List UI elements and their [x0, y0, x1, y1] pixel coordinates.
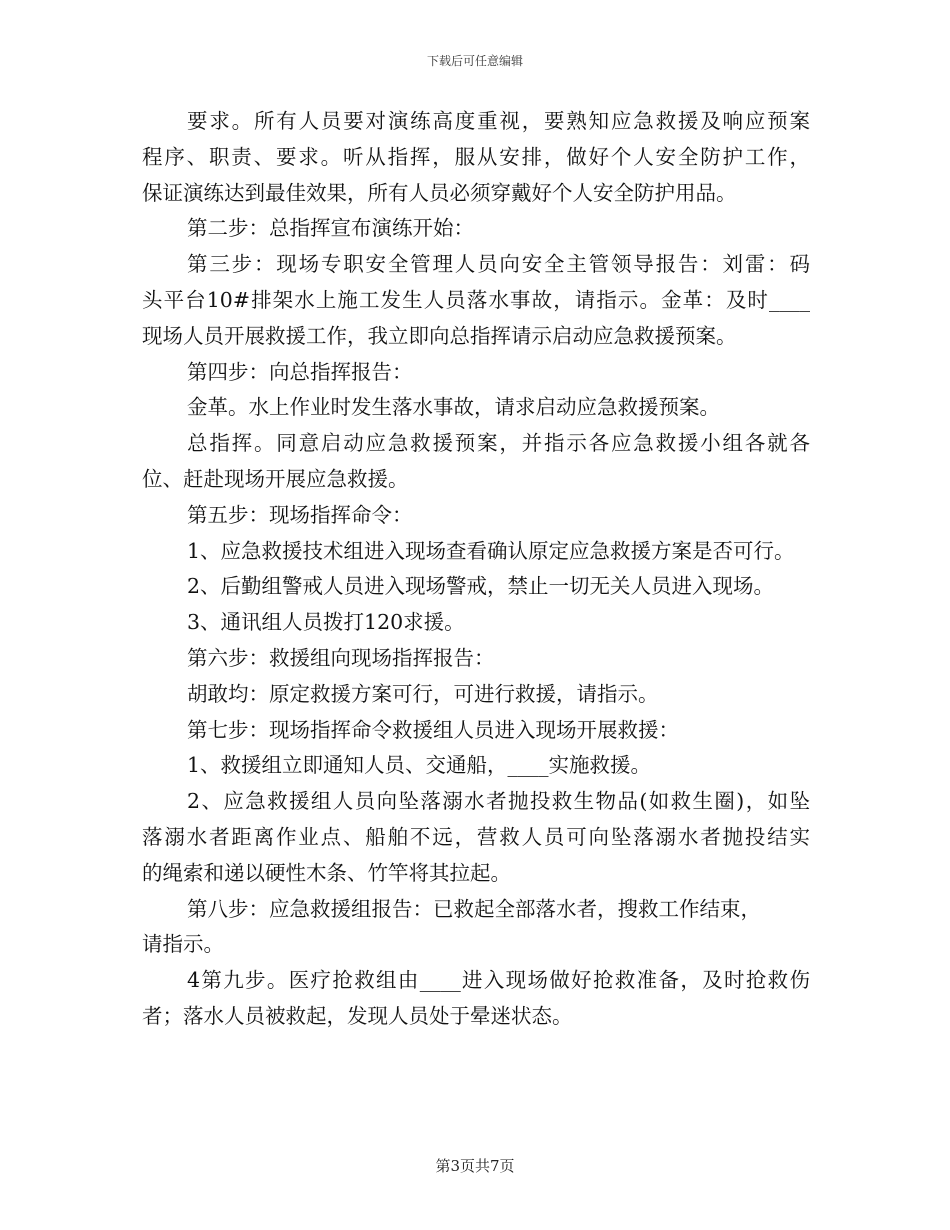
body-line: 要求。所有人员要对演练高度重视，要熟知应急救援及响应预案	[187, 109, 810, 133]
body-line: 2、后勤组警戒人员进入现场警戒，禁止一切无关人员进入现场。	[187, 574, 775, 599]
document-body	[142, 104, 810, 1035]
body-line: 金革。水上作业时发生落水事故，请求启动应急救援预案。	[187, 395, 720, 420]
page-header: 下载后可任意编辑	[426, 54, 523, 68]
body-line: 第二步：总指挥宣布演练开始：	[187, 216, 474, 241]
body-line: 现场人员开展救援工作，我立即向总指挥请示启动应急救援预案。	[142, 323, 737, 348]
body-line: 请指示。	[142, 932, 224, 957]
page-number: 第3页共7页	[435, 1157, 515, 1175]
body-line: 第五步：现场指挥命令：	[187, 502, 413, 527]
body-line: 头平台10#排架水上施工发生人员落水事故，请指示。金革：及时____	[142, 287, 810, 312]
body-line: 胡敢均：原定救援方案可行，可进行救援，请指示。	[187, 681, 659, 706]
body-line: 1、救援组立即通知人员、交通船，____实施救援。	[187, 753, 652, 778]
body-line: 1、应急救援技术组进入现场查看确认原定应急救援方案是否可行。	[187, 538, 795, 563]
body-line: 的绳索和递以硬性木条、竹竿将其拉起。	[142, 860, 511, 885]
body-line: 第四步：向总指挥报告：	[187, 359, 413, 384]
body-line: 第八步：应急救援组报告：已救起全部落水者，搜救工作结束，	[187, 896, 761, 921]
body-line: 位、赶赴现场开展应急救援。	[142, 466, 409, 491]
body-line: 2、应急救援组人员向坠落溺水者抛投救生物品(如救生圈)，如坠	[187, 789, 810, 814]
body-line: 3、通讯组人员拨打120求援。	[187, 610, 465, 635]
body-line: 第三步：现场专职安全管理人员向安全主管领导报告：刘雷：码	[187, 252, 810, 277]
body-line: 第六步：救援组向现场指挥报告：	[187, 645, 495, 670]
body-line: 第七步：现场指挥命令救援组人员进入现场开展救援：	[187, 717, 679, 742]
body-line: 程序、职责、要求。听从指挥，服从安排，做好个人安全防护工作，	[142, 144, 810, 169]
body-line: 者；落水人员被救起，发现人员处于晕迷状态。	[142, 1003, 573, 1028]
body-line: 保证演练达到最佳效果，所有人员必须穿戴好个人安全防护用品。	[142, 180, 737, 205]
body-line: 总指挥。同意启动应急救援预案，并指示各应急救援小组各就各	[187, 431, 810, 456]
body-line: 落溺水者距离作业点、船舶不远，营救人员可向坠落溺水者抛投结实	[142, 824, 810, 849]
body-line: 4第九步。医疗抢救组由____进入现场做好抢救准备，及时抢救伤	[187, 968, 810, 993]
